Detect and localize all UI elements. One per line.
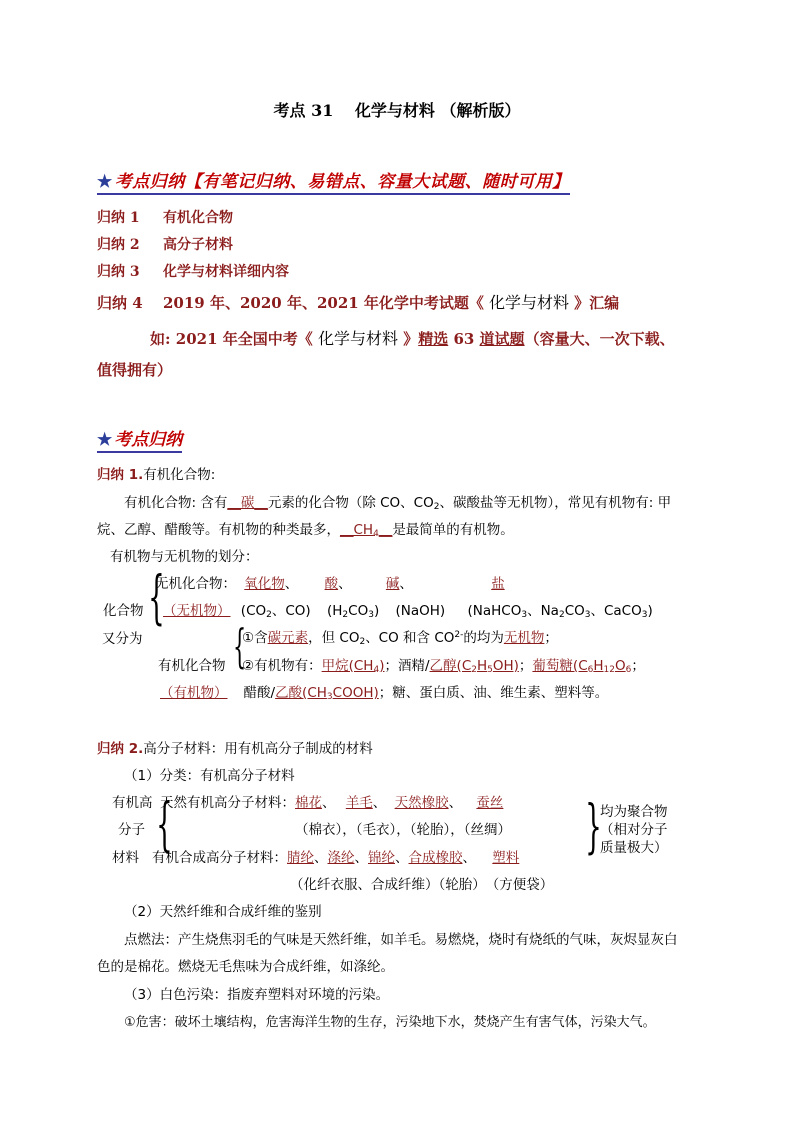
s2-left-2: 分子: [118, 822, 145, 838]
star-icon: ★: [97, 172, 113, 192]
s2-classification: （1）分类：有机高分子材料: [124, 768, 295, 784]
compound-label: 化合物: [103, 603, 144, 619]
s2-left-1: 有机高: [112, 795, 153, 811]
nav-item-4[interactable]: 归纳 4 2019 年、2020 年、2021 年化学中考试题《 化学与材料 》汇编: [97, 293, 620, 312]
section-heading: ★ 考点归纳: [97, 425, 182, 453]
synthetic-polymers: 有机合成高分子材料：腈纶、涤纶、锦纶、合成橡胶、 塑料: [152, 850, 520, 866]
summary-banner: [97, 167, 570, 195]
polymer-note: 均为聚合物 （相对分子 质量极大）: [600, 804, 668, 856]
organic-label: 有机化合物: [158, 658, 226, 674]
s2-white-pollution: （3）白色污染：指废弃塑料对环境的污染。: [124, 987, 390, 1003]
s2-identify: （2）天然纤维和合成纤维的鉴别: [124, 904, 322, 920]
s1-para-3: 有机物与无机物的划分：: [110, 549, 259, 565]
organic-row-2: ②有机物有：甲烷$(CH_4)$；酒精/乙醇$(C_2H_5OH)$；葡萄糖($C_6H_{12}O_6$；: [242, 658, 645, 675]
banner-text: 考点归纳【有笔记归纳、易错点、容量大试题、随时可用】: [114, 172, 570, 192]
also-label: 又分为: [102, 631, 143, 647]
s2-heading: 归纳 2.高分子材料：用有机高分子制成的材料: [97, 741, 373, 757]
natural-notes: （棉衣），（毛衣），（轮胎），（丝绸）: [295, 822, 511, 838]
example-line-2: 值得拥有）: [97, 361, 173, 379]
brace-left: {: [148, 563, 165, 631]
example-line: 如: 2021 年全国中考《 化学与材料 》精选 63 道试题（容量大、一次下载、: [150, 329, 675, 348]
organic-row-3: （有机物） 醋酸/乙酸$(CH_3COOH)$；糖、蛋白质、油、维生素、塑料等。: [160, 685, 609, 702]
s1-heading: 归纳 1.有机化合物:: [97, 467, 216, 483]
brace-right: {: [585, 792, 602, 860]
s2-left-3: 材料: [112, 850, 139, 866]
synthetic-notes: （化纤衣服、合成纤维）（轮胎） （方便袋）: [290, 877, 554, 893]
natural-polymers: 天然有机高分子材料：棉花、 羊毛、 天然橡胶、 蚕丝: [160, 795, 504, 811]
inorganic-row: 无机化合物： 氧化物、 酸、 碱、 盐: [155, 576, 505, 592]
nav-item-1[interactable]: 归纳 1 有机化合物: [97, 210, 233, 226]
organic-row-1: ①含碳元素，但 $CO_2$、CO 和含 $CO^{2-}$的均为无机物；: [242, 630, 558, 647]
s2-burn-2: 色的是棉花。燃烧无毛焦味为合成纤维，如涤纶。: [97, 959, 394, 975]
star-icon: ★: [97, 430, 113, 450]
s2-burn-1: 点燃法：产生烧焦羽毛的气味是天然纤维，如羊毛。易燃烧，烧时有烧纸的气味，灰烬显灰白: [124, 932, 678, 948]
document-title: 考点 31 化学与材料 （解析版）: [273, 101, 521, 120]
selected-link[interactable]: 精选: [418, 330, 449, 348]
inorganic-examples: （无机物） ($CO_2$、CO) $(H_2CO_3)$ (NaOH) (NaHCO$_3$、$Na_2CO_3$、CaCO$_3$): [163, 603, 653, 620]
s1-para-2: 烷、乙醇、醋酸等。有机物的种类最多，$\_\_CH_4\_\_$是最简单的有机物。: [97, 522, 514, 539]
nav-item-3[interactable]: 归纳 3 化学与材料详细内容: [97, 264, 289, 280]
s1-para-1: 有机化合物: 含有__碳__元素的化合物（除 CO、$CO_2$、碳酸盐等无机物），常见有机物有: 甲: [124, 495, 672, 512]
s2-harm: ①危害：破坏土壤结构，危害海洋生物的生存，污染地下水，焚烧产生有害气体，污染大气。: [124, 1015, 656, 1030]
questions-link[interactable]: 道试题: [479, 330, 525, 348]
brace-organic: {: [233, 619, 247, 673]
brace-polymer: {: [156, 790, 173, 858]
nav-item-2[interactable]: 归纳 2 高分子材料: [97, 237, 233, 253]
